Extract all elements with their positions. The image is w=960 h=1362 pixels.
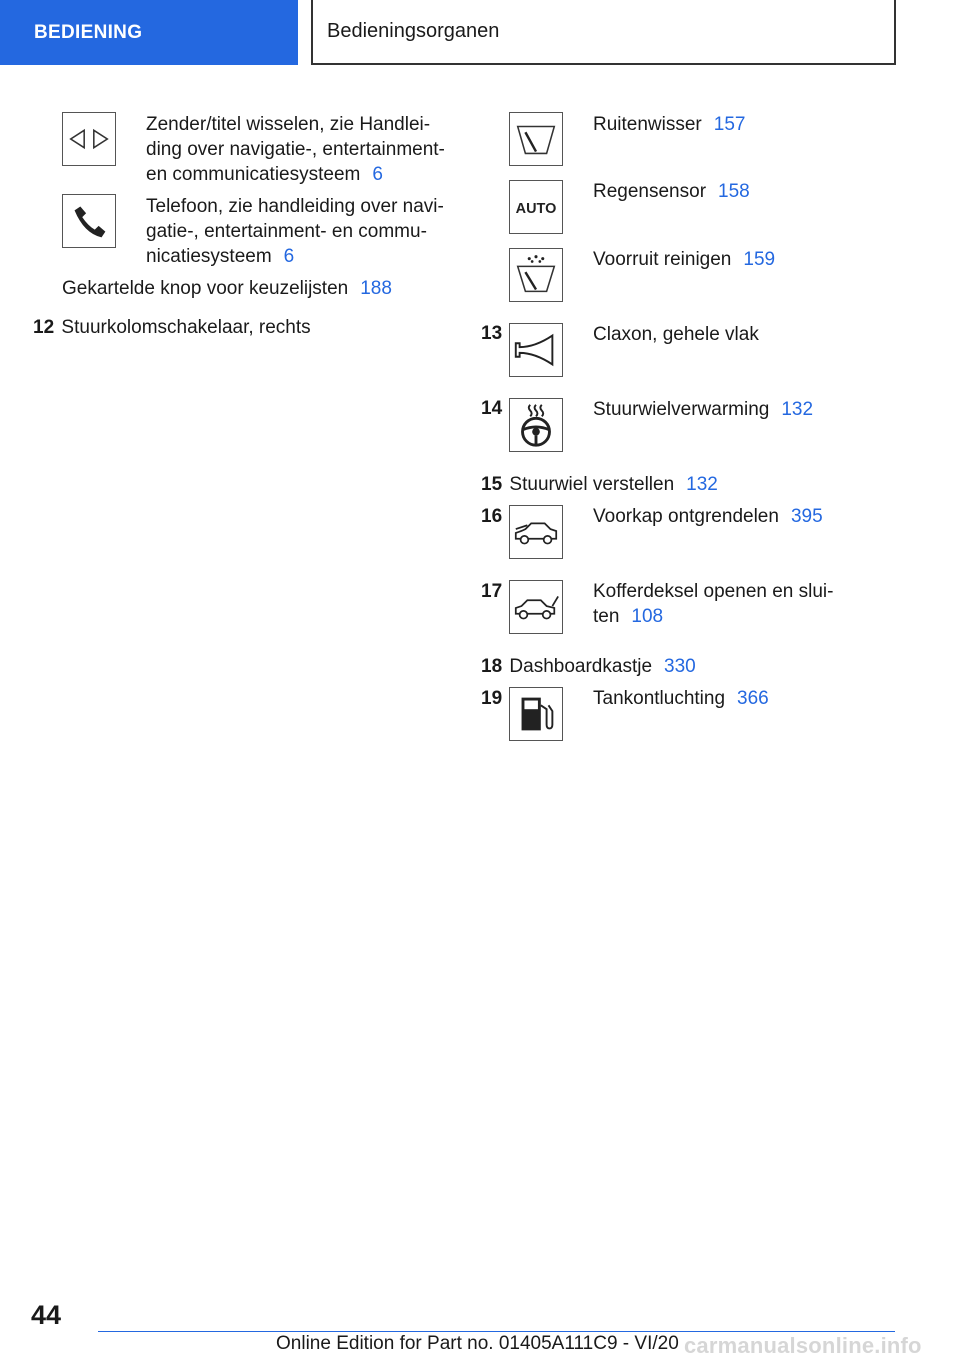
wiper-icon	[509, 112, 563, 166]
fuel-icon	[509, 687, 563, 741]
list-item-wiper: Ruitenwisser 157	[593, 114, 746, 135]
page-link[interactable]: 108	[631, 606, 664, 627]
page-link[interactable]: 158	[718, 181, 750, 202]
phone-icon	[62, 194, 116, 248]
list-item-fuel-vent: Tankontluchting 366	[593, 688, 769, 709]
list-item-15: 15 Stuurwiel verstellen 132	[481, 474, 718, 495]
item-number: 13	[481, 323, 503, 344]
item-number: 12	[33, 317, 55, 338]
list-item-horn: Claxon, gehele vlak	[593, 324, 759, 345]
list-item-12: 12 Stuurkolomschakelaar, rechts	[33, 317, 311, 338]
svg-text:AUTO: AUTO	[515, 200, 557, 217]
list-item-hood: Voorkap ontgrendelen 395	[593, 506, 823, 527]
item-number: 17	[481, 581, 503, 602]
page-link[interactable]: 157	[713, 114, 746, 135]
watermark: carmanualsonline.info	[684, 1333, 922, 1358]
item-number: 19	[481, 688, 503, 709]
horn-icon	[509, 323, 563, 377]
list-item-steering-heating: Stuurwielverwarming 132	[593, 399, 814, 420]
item-number: 16	[481, 506, 503, 527]
page-number: 44	[31, 1300, 62, 1330]
page-link[interactable]: 188	[360, 278, 392, 299]
page-link[interactable]: 395	[790, 506, 823, 527]
page-link[interactable]: 366	[737, 688, 769, 709]
list-item-18: 18 Dashboardkastje 330	[481, 656, 696, 677]
page-link[interactable]: 6	[372, 164, 383, 185]
washer-icon	[509, 248, 563, 302]
list-item-knurled-knob: Gekartelde knop voor keuzelijsten 188	[62, 278, 392, 299]
item-number: 15	[481, 474, 503, 495]
auto-icon	[509, 180, 563, 234]
hood-icon	[509, 505, 563, 559]
list-item-washer: Voorruit reinigen 159	[593, 249, 776, 270]
page-link[interactable]: 330	[664, 656, 696, 677]
footer-divider	[98, 1331, 895, 1332]
page-link[interactable]: 6	[283, 246, 295, 267]
list-item-trunk: Kofferdeksel openen en slui- ten 108	[593, 581, 834, 627]
item-number: 18	[481, 656, 503, 677]
trunk-icon	[509, 580, 563, 634]
section-title: Bedieningsorganen	[311, 0, 896, 65]
section-tab[interactable]: BEDIENING	[0, 0, 298, 65]
item-number: 14	[481, 398, 503, 419]
page-link[interactable]: 132	[781, 399, 814, 420]
list-item-skip: Zender/titel wisselen, zie Handlei- ding over navigatie-, entertainment- en communicatiesysteem 6	[146, 114, 445, 185]
page-link[interactable]: 159	[743, 249, 776, 270]
list-item-rain-sensor: Regensensor 158	[593, 181, 750, 202]
list-item-phone: Telefoon, zie handleiding over navi- gatie-, entertainment- en commu- nicatiesysteem 6	[146, 196, 444, 267]
page-link[interactable]: 132	[686, 474, 718, 495]
skip-arrows-icon	[62, 112, 116, 166]
steering-heat-icon	[509, 398, 563, 452]
edition-note: Online Edition for Part no. 01405A111C9 - VI/20	[276, 1333, 679, 1354]
